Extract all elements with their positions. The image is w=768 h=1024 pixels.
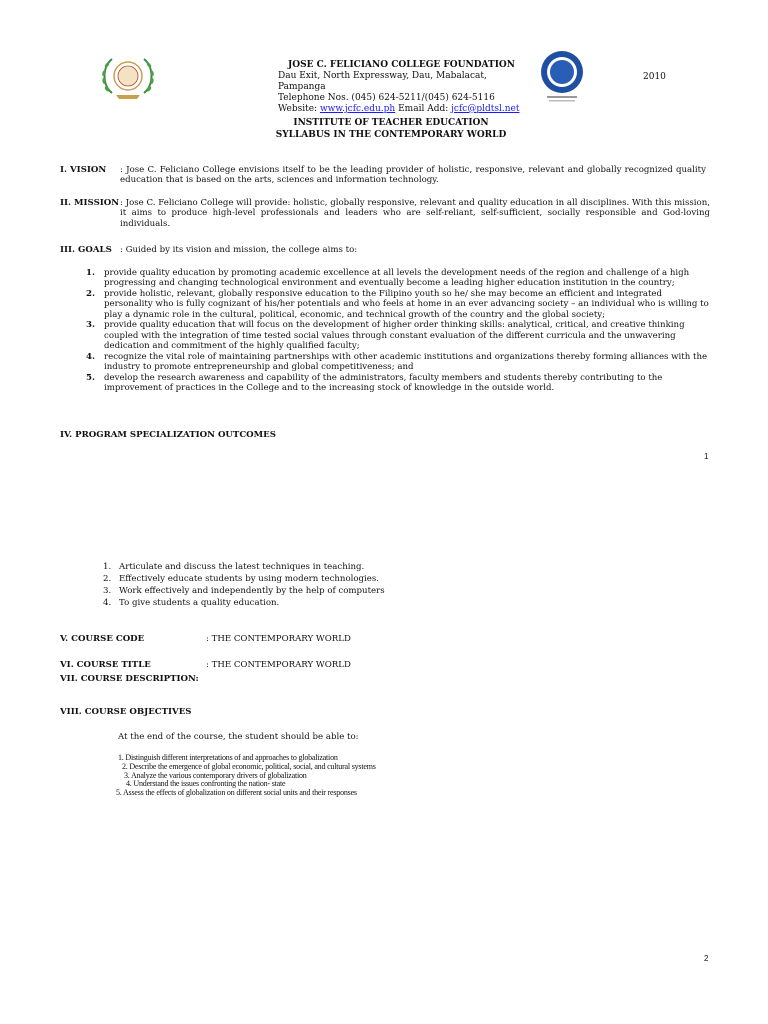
- course-code-label: V. COURSE CODE: [60, 634, 145, 644]
- course-title-value: : THE CONTEMPORARY WORLD: [206, 660, 351, 670]
- college-logo: [98, 53, 158, 101]
- list-item: [103, 586, 385, 598]
- item-text: provide quality education that will focus on the development of higher order thinking skills: analytical, critical, and creative thinking coupled with the integration of time tested social values through constant evaluation of the different curricula and the unwavering dedication and commitment of the highly qualified faculty;: [104, 320, 685, 352]
- list-item: [86, 320, 712, 351]
- item-text: recognize the vital role of maintaining partnerships with other academic institutions and organizations thereby forming alliances with the industry to promote entrepreneurship and global competitiveness; and: [104, 351, 708, 373]
- item-text: To give students a quality education.: [119, 597, 280, 608]
- page-number: 1: [704, 452, 709, 461]
- vision-label: I. VISION: [60, 165, 107, 175]
- list-item: 1. Distinguish different interpretations of and approaches to globalization: [118, 753, 338, 762]
- goals-intro: : Guided by its vision and mission, the college aims to:: [120, 245, 358, 255]
- contact-line: [270, 104, 530, 115]
- item-text: provide holistic, relevant, globally responsive education to the Filipino youth so he/ she may become an efficient and integrated personality who is fully cognizant of his/her potentials and who feels at home in an ever advancing society – an individual who is willing to play a dynamic role in the cultural, political, economic, and technical growth of the country and the global society;: [104, 288, 709, 320]
- list-item: [86, 352, 712, 373]
- item-text: provide quality education by promoting academic excellence at all levels the development needs of the region and challenge of a high progressing and changing technological environment and eventually become a leading higher education institution in the country;: [104, 268, 690, 289]
- website-label: Website:: [278, 103, 318, 114]
- institution-name: JOSE C. FELICIANO COLLEGE FOUNDATION: [288, 60, 515, 70]
- syllabus-title: SYLLABUS IN THE CONTEMPORARY WORLD: [275, 130, 507, 141]
- vision-text: : Jose C. Feliciano College envisions itself to be the leading provider of holistic, responsive, relevant and globally recognized quality education that is based on the arts, sciences and information technology.: [120, 165, 706, 186]
- program-outcomes-list: [103, 562, 385, 609]
- course-objectives-list: [116, 754, 376, 798]
- item-number: 5.: [86, 372, 95, 383]
- year: 2010: [643, 72, 666, 82]
- list-item: 2. Describe the emergence of global economic, political, social, and cultural systems: [122, 761, 376, 771]
- program-outcomes-heading: IV. PROGRAM SPECIALIZATION OUTCOMES: [60, 430, 276, 440]
- list-item: 3. Analyze the various contemporary drivers of globalization: [124, 770, 307, 780]
- list-item: 4. Understand the issues confronting the nation- state: [126, 779, 286, 789]
- item-text: Articulate and discuss the latest techniques in teaching.: [119, 562, 365, 572]
- email-label: Email Add:: [398, 103, 449, 114]
- website-link[interactable]: www.jcfc.edu.ph: [319, 103, 396, 114]
- item-number: 3.: [103, 585, 112, 596]
- list-item: [86, 268, 712, 289]
- item-text: Work effectively and independently by the help of computers: [119, 585, 385, 596]
- page-number: 2: [704, 954, 709, 963]
- item-text: develop the research awareness and capability of the administrators, faculty members and students thereby contributing to the improvement of practices in the College and to the increasing stock of knowledge in the outside world.: [104, 372, 663, 394]
- item-number: 4.: [86, 351, 95, 362]
- telephone-numbers: Telephone Nos. (045) 624-5211/(045) 624-5116: [278, 92, 495, 103]
- item-number: 1.: [103, 562, 112, 572]
- list-item: [86, 373, 712, 394]
- goals-list: [86, 268, 712, 394]
- accreditation-seal: [539, 50, 585, 104]
- course-title-label: VI. COURSE TITLE: [60, 660, 151, 670]
- list-item: 5. Assess the effects of globalization on different social units and their responses: [116, 788, 357, 798]
- course-code-value: : THE CONTEMPORARY WORLD: [206, 634, 351, 644]
- item-number: 1.: [86, 268, 95, 278]
- mission-text: : Jose C. Feliciano College will provide: holistic, globally responsive, relevant and quality education in all disciplines. With this mission, it aims to produce high-level professionals and leaders who are self-reliant, self-sufficient, socially responsible and God-loving individuals.: [120, 198, 710, 229]
- list-item: [103, 562, 385, 574]
- item-number: 4.: [103, 597, 112, 608]
- course-objectives-intro: At the end of the course, the student should be able to:: [118, 732, 359, 742]
- list-item: [103, 574, 385, 586]
- letterhead: [270, 60, 530, 115]
- goals-label: III. GOALS: [60, 245, 112, 255]
- mission-label: II. MISSION: [60, 198, 120, 208]
- document-title-block: [0, 117, 768, 141]
- institute-title: INSTITUTE OF TEACHER EDUCATION: [293, 118, 489, 128]
- goals-heading: [60, 245, 357, 255]
- list-item: [86, 289, 712, 320]
- item-number: 2.: [86, 288, 95, 299]
- item-number: 3.: [86, 320, 95, 331]
- item-number: 2.: [103, 573, 112, 584]
- institution-address: Dau Exit, North Expressway, Dau, Mabalacat, Pampanga: [278, 70, 487, 92]
- item-text: Effectively educate students by using modern technologies.: [119, 573, 380, 584]
- course-description-label: VII. COURSE DESCRIPTION:: [60, 674, 199, 684]
- course-objectives-heading: VIII. COURSE OBJECTIVES: [60, 707, 192, 717]
- list-item: [103, 598, 385, 610]
- email-link[interactable]: jcfc@pldtsl.net: [451, 103, 520, 114]
